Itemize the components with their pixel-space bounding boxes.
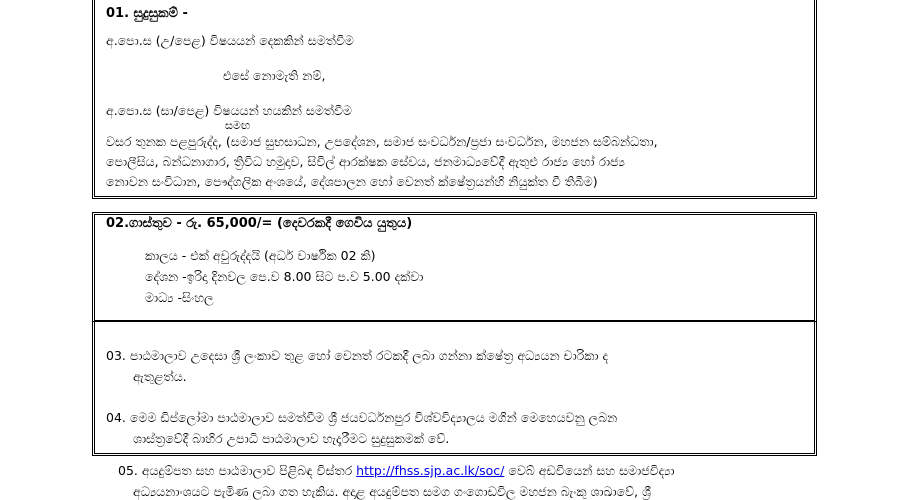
eligibility-line-1: 04. මෙම ඩිප්ලෝමා පාඨමාලාව සමත්වීම ශ්‍රී ජයවර්ධනපුර විශ්වවිද්‍යාලය මගින් මෙහෙයවනු ලබන	[106, 410, 618, 425]
field-visits-line-1: 03. පාඨමාලාව උදෙසා ශ්‍රී ලංකාව තුළ හෝ වෙනත් රටකදී ලබා ගන්නා ක්ෂේත්‍ර අධ්‍යයන චාරිකා ද	[106, 348, 609, 363]
al-qualification: අ.පො.ස (උ/පෙළ) විෂයයන් දෙකකින් සමත්වීම	[106, 33, 354, 48]
application-prefix: 05. අයදුම්පත සහ පාඨමාලාව පිළිබඳ විස්තර	[118, 463, 353, 478]
experience-line-1: වසර තුනක පළපුරුද්ද, (සමාජ සුභසාධන, උපදේශන, සමාජ සංවර්ධන/ප්‍රජා සංවර්ධන, මහජන සම්බන්ධතා,	[106, 134, 658, 149]
application-info-line-1	[118, 463, 675, 479]
lectures-line: දේශන -ඉරිදා දිනවල පෙ.ව 8.00 සිට ප.ව 5.00 දක්වා	[145, 269, 424, 284]
duration-line: කාලය - එක් අවුරුද්දයි (අර්ධ වාර්ෂික 02 කි)	[145, 248, 376, 263]
field-visits-line-2: ඇතුළත්ය.	[133, 369, 187, 384]
fee-heading: 02.ගාස්තුව - රු. 65,000/= (දෙවරකදී ගෙවිය යුතුය)	[106, 216, 413, 231]
application-info-line-2: අධ්‍යයනාංශයට පැමිණ ලබා ගත හැකිය. අදාළ අයදුම්පත සමග ගංගොඩවිල මහජන බැංකු ශාඛාවේ, ශ්‍රී	[133, 484, 651, 499]
experience-line-3: නොවන සංවිධාන, පෞද්ගලික අංශයේ, දේශපාලන හෝ වෙනත් ක්ෂේත්‍රයන්හි නියුක්ත වී තිබීම)	[106, 174, 598, 189]
with-text: සමඟ	[225, 119, 251, 132]
application-suffix: වෙබ් අඩවියෙන් සහ සමාජවිද්‍යා	[508, 463, 675, 478]
medium-line: මාධ්‍ය -සිංහල	[145, 290, 214, 305]
or-text: එසේ නොමැති නම්,	[223, 68, 326, 83]
ol-qualification: අ.පො.ස (සා/පෙළ) විෂයයන් හයකින් සමත්වීම	[106, 103, 352, 118]
eligibility-line-2: ශාස්ත්‍රවේදී බාහිර උපාධි පාඨමාලාව හැදෑරීමට සුදුසුකමක් වේ.	[133, 431, 450, 446]
website-link[interactable]: http://fhss.sjp.ac.lk/soc/	[356, 463, 505, 478]
qualifications-heading: 01. සුදුසුකම් -	[106, 6, 188, 21]
experience-line-2: පොලීසිය, බන්ධනාගාර, ත්‍රිවිධ හමුදාව, සිවිල් ආරක්ෂක සේවය, ජනමාධ්‍යවේදී ඇතුළු රාජ්‍ය හෝ රාජ්‍ය	[106, 154, 625, 169]
